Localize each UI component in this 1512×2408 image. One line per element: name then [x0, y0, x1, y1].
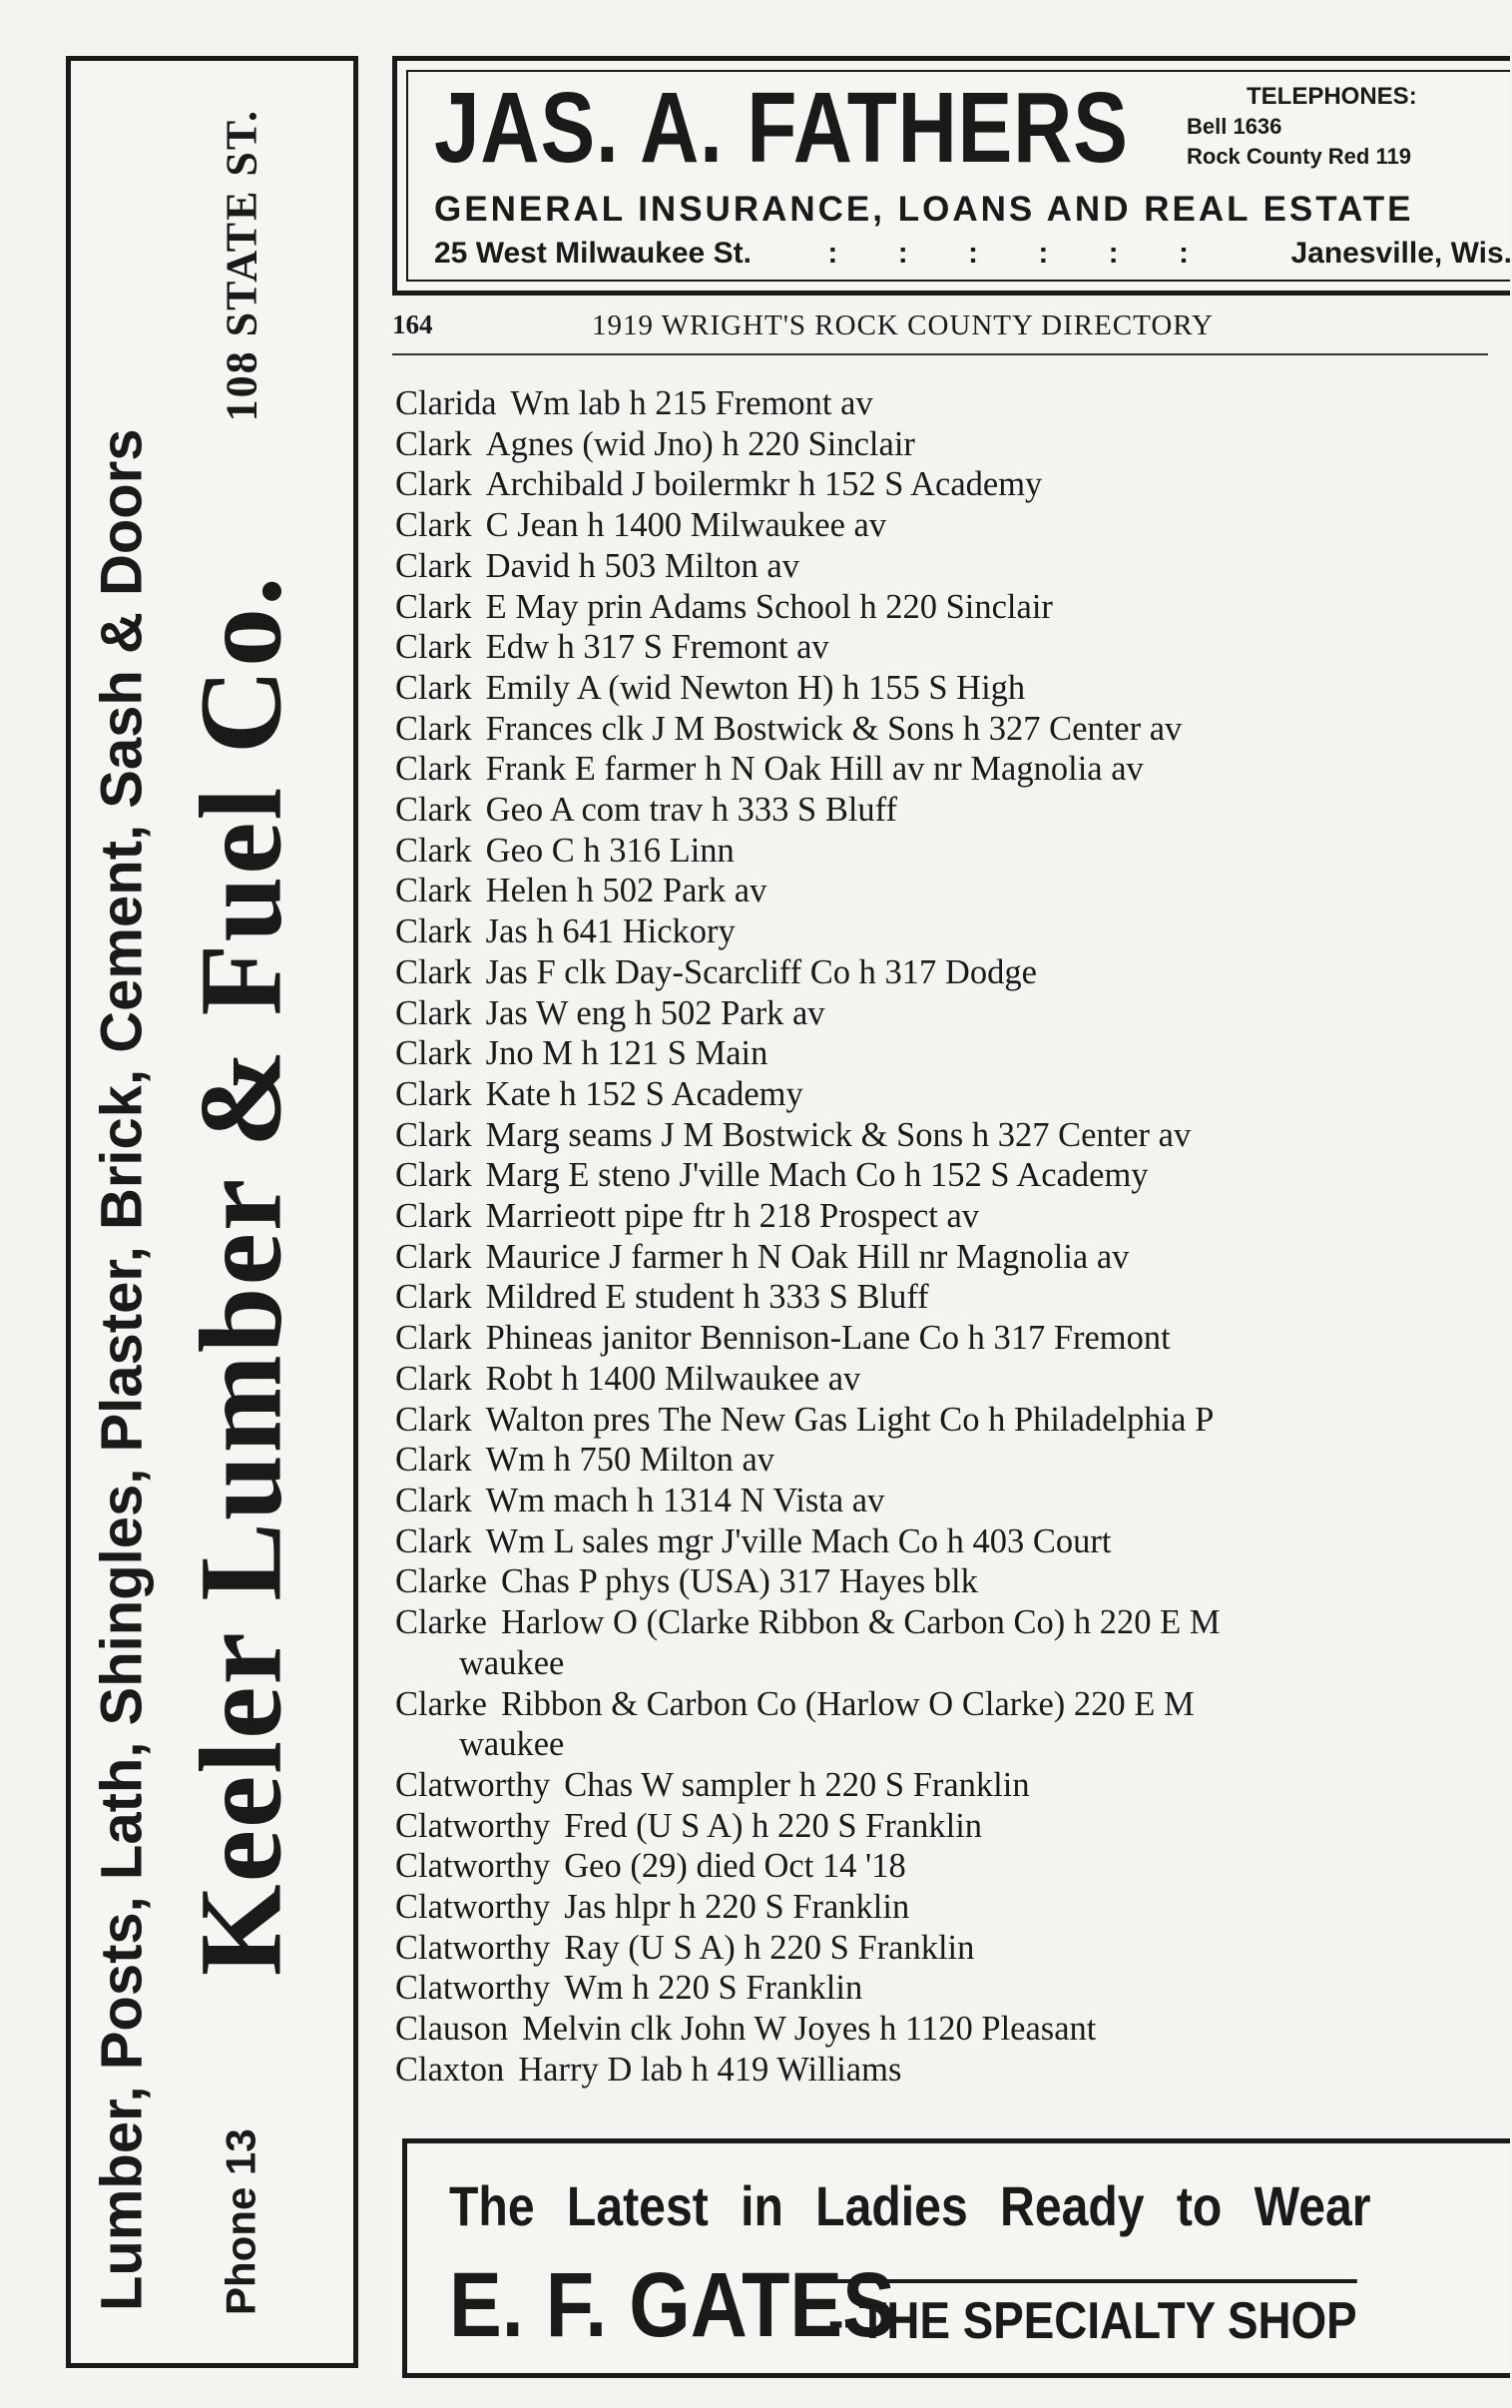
top-ad-telephones [1187, 82, 1506, 172]
entry-surname: Clark [395, 1359, 472, 1398]
directory-entry [395, 1765, 1488, 1806]
entry-surname: Clark [395, 1278, 472, 1317]
directory-entry [395, 383, 1488, 424]
directory-entry [395, 1481, 1488, 1521]
entry-details: Mildred E student h 333 S Bluff [485, 1278, 929, 1317]
entry-surname: Clark [395, 831, 472, 870]
entry-details: Emily A (wid Newton H) h 155 S High [485, 668, 1026, 707]
entry-details: Frank E farmer h N Oak Hill av nr Magnolia av [485, 750, 1144, 789]
entry-details: Geo A com trav h 333 S Bluff [485, 791, 898, 830]
entry-surname: Clark [395, 1400, 472, 1439]
directory-entry [395, 1237, 1488, 1278]
top-ad-address-line [434, 237, 1512, 271]
directory-entry [395, 1806, 1488, 1847]
directory-title: 1919 WRIGHT'S ROCK COUNTY DIRECTORY [592, 309, 1214, 341]
entry-details: Melvin clk John W Joyes h 1120 Pleasant [522, 2010, 1097, 2049]
top-ad-separator: : : : : : : [827, 237, 1215, 270]
top-advertisement [392, 56, 1510, 296]
entry-line [395, 2051, 901, 2089]
directory-entry [395, 1521, 1488, 1562]
side-ad-street: 108 STATE ST. [216, 109, 265, 422]
entry-surname: Clark [395, 993, 472, 1032]
telephones-label: TELEPHONES: [1247, 83, 1417, 110]
entry-details: Jas h 641 Hickory [485, 912, 736, 951]
directory-entry [395, 1846, 1488, 1887]
entry-surname: Clatworthy [395, 1806, 551, 1845]
directory-entry [395, 993, 1488, 1034]
entry-surname: Clarke [395, 1684, 487, 1723]
entry-surname: Clatworthy [395, 1928, 551, 1967]
entry-line [395, 1278, 929, 1316]
bottom-advertisement [402, 2138, 1510, 2378]
entry-details: Edw h 317 S Fremont av [485, 628, 829, 667]
side-ad-products: Lumber, Posts, Lath, Shingles, Plaster, Brick, Cement, Sash & Doors [88, 428, 154, 2311]
entry-line [395, 1766, 1030, 1804]
directory-entry [395, 831, 1488, 872]
entry-details: Chas W sampler h 220 S Franklin [564, 1765, 1030, 1804]
entry-surname: Clark [395, 424, 472, 463]
running-head [392, 303, 1488, 355]
entry-line [395, 1969, 862, 2007]
entry-details: Wm lab h 215 Fremont av [510, 384, 873, 422]
entry-line [395, 547, 799, 585]
entry-line [395, 1319, 1171, 1357]
entry-surname: Clatworthy [395, 1969, 551, 2008]
directory-entry [395, 2050, 1488, 2091]
directory-entry [395, 1968, 1488, 2009]
directory-entry [395, 871, 1488, 911]
entry-line [395, 1602, 1488, 1643]
directory-entry [395, 1359, 1488, 1400]
entry-line [395, 425, 915, 463]
entry-details: Ribbon & Carbon Co (Harlow O Clarke) 220 E M [500, 1684, 1195, 1723]
entry-line [395, 750, 1144, 788]
directory-entry [395, 668, 1488, 709]
entry-line [395, 953, 1037, 991]
header-rule [392, 353, 1488, 355]
entry-surname: Clark [395, 750, 472, 789]
entry-details: Marg E steno J'ville Mach Co h 152 S Academy [485, 1156, 1149, 1195]
bottom-ad-name-line [449, 2254, 1429, 2356]
top-ad-services: GENERAL INSURANCE, LOANS AND REAL ESTATE [434, 190, 1414, 229]
directory-entry [395, 1318, 1488, 1359]
entry-details: Agnes (wid Jno) h 220 Sinclair [485, 424, 915, 463]
entry-line [395, 1684, 1488, 1725]
entry-surname: Clatworthy [395, 1765, 551, 1804]
entry-details: Helen h 502 Park av [485, 872, 767, 910]
entry-line [395, 1929, 974, 1967]
directory-entry [395, 1440, 1488, 1481]
directory-entry [395, 1684, 1488, 1765]
entry-surname: Clarke [395, 1603, 487, 1642]
top-ad-name: JAS. A. FATHERS [434, 72, 1129, 184]
entry-line [395, 710, 1182, 748]
entry-line [395, 588, 1053, 626]
entry-details: Wm h 220 S Franklin [564, 1969, 863, 2008]
side-ad-company: Keeler Lumber & Fuel Co. [175, 574, 305, 1977]
entry-line [395, 1562, 978, 1600]
entry-surname: Clark [395, 1156, 472, 1195]
entry-surname: Clark [395, 1074, 472, 1113]
rock-county-number: Rock County Red 119 [1187, 144, 1411, 169]
directory-entry [395, 1602, 1488, 1683]
directory-entry [395, 911, 1488, 952]
directory-entry [395, 790, 1488, 831]
entry-line [395, 2010, 1096, 2048]
directory-entry [395, 1074, 1488, 1115]
entry-surname: Clark [395, 1034, 472, 1073]
side-advertisement [66, 56, 358, 2368]
entry-details: Maurice J farmer h N Oak Hill nr Magnolia av [485, 1237, 1130, 1276]
entry-line [395, 1197, 979, 1235]
directory-entry [395, 2009, 1488, 2050]
entry-surname: Clarke [395, 1562, 487, 1601]
bell-number: Bell 1636 [1187, 114, 1282, 139]
directory-entry [395, 1277, 1488, 1318]
directory-entry [395, 1033, 1488, 1074]
entry-details: Wm mach h 1314 N Vista av [485, 1481, 885, 1519]
entry-details: Phineas janitor Bennison-Lane Co h 317 Fremont [485, 1319, 1171, 1358]
entry-surname: Clauson [395, 2010, 509, 2049]
entry-line [395, 1888, 909, 1926]
directory-entry [395, 424, 1488, 465]
directory-entry [395, 749, 1488, 790]
entry-line [395, 1441, 774, 1479]
entry-line [395, 1238, 1129, 1276]
entry-surname: Clark [395, 1237, 472, 1276]
directory-entry [395, 1155, 1488, 1196]
directory-entry [395, 546, 1488, 587]
entry-line [395, 384, 873, 422]
entry-line [395, 1360, 860, 1398]
entry-line [395, 506, 886, 544]
entry-details: Geo (29) died Oct 14 '18 [564, 1847, 906, 1886]
top-ad-city: Janesville, Wis. [1290, 237, 1512, 270]
entry-surname: Clark [395, 1319, 472, 1358]
entry-details: Kate h 152 S Academy [485, 1074, 803, 1113]
entry-line [395, 1482, 884, 1519]
entry-details: Jno M h 121 S Main [485, 1034, 768, 1073]
side-ad-main-line [166, 69, 315, 2355]
entry-line [395, 1034, 767, 1072]
entry-line [395, 1847, 906, 1885]
entry-line [395, 1116, 1191, 1154]
entry-details: Harlow O (Clarke Ribbon & Carbon Co) h 220 E M [500, 1603, 1221, 1642]
entry-line [395, 994, 825, 1032]
entry-details: E May prin Adams School h 220 Sinclair [485, 587, 1053, 626]
entry-details: Robt h 1400 Milwaukee av [485, 1359, 861, 1398]
directory-entry [395, 1196, 1488, 1237]
entry-surname: Clark [395, 1441, 472, 1480]
directory-entry [395, 1115, 1488, 1156]
entry-line [395, 791, 897, 829]
entry-surname: Clark [395, 912, 472, 951]
entry-details: Fred (U S A) h 220 S Franklin [564, 1806, 983, 1845]
entry-surname: Clark [395, 506, 472, 545]
entry-details: Wm L sales mgr J'ville Mach Co h 403 Court [485, 1521, 1112, 1560]
entry-line [395, 1807, 982, 1845]
bottom-ad-tagline: --THE SPECIALTY SHOP [828, 2279, 1357, 2351]
entry-surname: Clark [395, 1115, 472, 1154]
entry-surname: Clark [395, 628, 472, 667]
entry-line [395, 628, 829, 666]
entry-continuation: waukee [459, 1643, 565, 1682]
entry-surname: Clark [395, 791, 472, 830]
entry-details: C Jean h 1400 Milwaukee av [485, 506, 887, 545]
entry-surname: Clark [395, 668, 472, 707]
entry-surname: Clark [395, 465, 472, 504]
top-ad-inner-border [406, 70, 1510, 282]
directory-entries [395, 383, 1488, 2091]
entry-continuation: waukee [459, 1725, 565, 1764]
entry-surname: Clatworthy [395, 1847, 551, 1886]
entry-details: Jas hlpr h 220 S Franklin [564, 1888, 910, 1927]
top-ad-address: 25 West Milwaukee St. [434, 237, 752, 270]
entry-surname: Clark [395, 952, 472, 991]
directory-entry [395, 952, 1488, 993]
entry-line [395, 465, 1042, 503]
entry-surname: Clark [395, 1197, 472, 1236]
entry-line [395, 1401, 1214, 1439]
entry-details: Marrieott pipe ftr h 218 Prospect av [485, 1197, 980, 1236]
entry-surname: Clark [395, 872, 472, 910]
bottom-ad-name: E. F. GATES [449, 2254, 895, 2356]
directory-entry [395, 1400, 1488, 1441]
directory-entry [395, 627, 1488, 668]
entry-surname: Clark [395, 546, 472, 585]
bottom-ad-slogan: The Latest in Ladies Ready to Wear [449, 2174, 1371, 2237]
entry-details: Wm h 750 Milton av [485, 1441, 775, 1480]
directory-entry [395, 709, 1488, 750]
entry-details: Marg seams J M Bostwick & Sons h 327 Center av [485, 1115, 1192, 1154]
directory-entry [395, 1928, 1488, 1969]
directory-entry [395, 587, 1488, 628]
entry-line [395, 912, 736, 950]
entry-surname: Clark [395, 1481, 472, 1519]
entry-details: David h 503 Milton av [485, 546, 799, 585]
entry-line [395, 872, 766, 909]
entry-line [395, 669, 1025, 707]
entry-surname: Clark [395, 709, 472, 748]
entry-surname: Clatworthy [395, 1888, 551, 1927]
entry-details: Jas W eng h 502 Park av [485, 993, 825, 1032]
directory-entry [395, 1887, 1488, 1928]
entry-surname: Clark [395, 587, 472, 626]
entry-surname: Clark [395, 1521, 472, 1560]
entry-details: Harry D lab h 419 Williams [518, 2050, 902, 2089]
directory-entry [395, 1561, 1488, 1602]
entry-details: Geo C h 316 Linn [485, 831, 735, 870]
entry-line [395, 1522, 1111, 1560]
directory-entry [395, 505, 1488, 546]
entry-surname: Claxton [395, 2050, 505, 2089]
entry-details: Chas P phys (USA) 317 Hayes blk [500, 1562, 978, 1601]
entry-line [395, 1156, 1149, 1194]
entry-details: Ray (U S A) h 220 S Franklin [564, 1928, 975, 1967]
entry-details: Archibald J boilermkr h 152 S Academy [485, 465, 1043, 504]
entry-line [395, 1075, 803, 1113]
side-ad-text [70, 69, 354, 2355]
side-ad-phone: Phone 13 [217, 2128, 263, 2315]
page-number: 164 [392, 309, 433, 339]
directory-entry [395, 464, 1488, 505]
entry-details: Jas F clk Day-Scarcliff Co h 317 Dodge [485, 952, 1037, 991]
entry-surname: Clarida [395, 384, 497, 422]
entry-details: Walton pres The New Gas Light Co h Philadelphia P [485, 1400, 1215, 1439]
entry-details: Frances clk J M Bostwick & Sons h 327 Center av [485, 709, 1183, 748]
entry-line [395, 832, 735, 870]
